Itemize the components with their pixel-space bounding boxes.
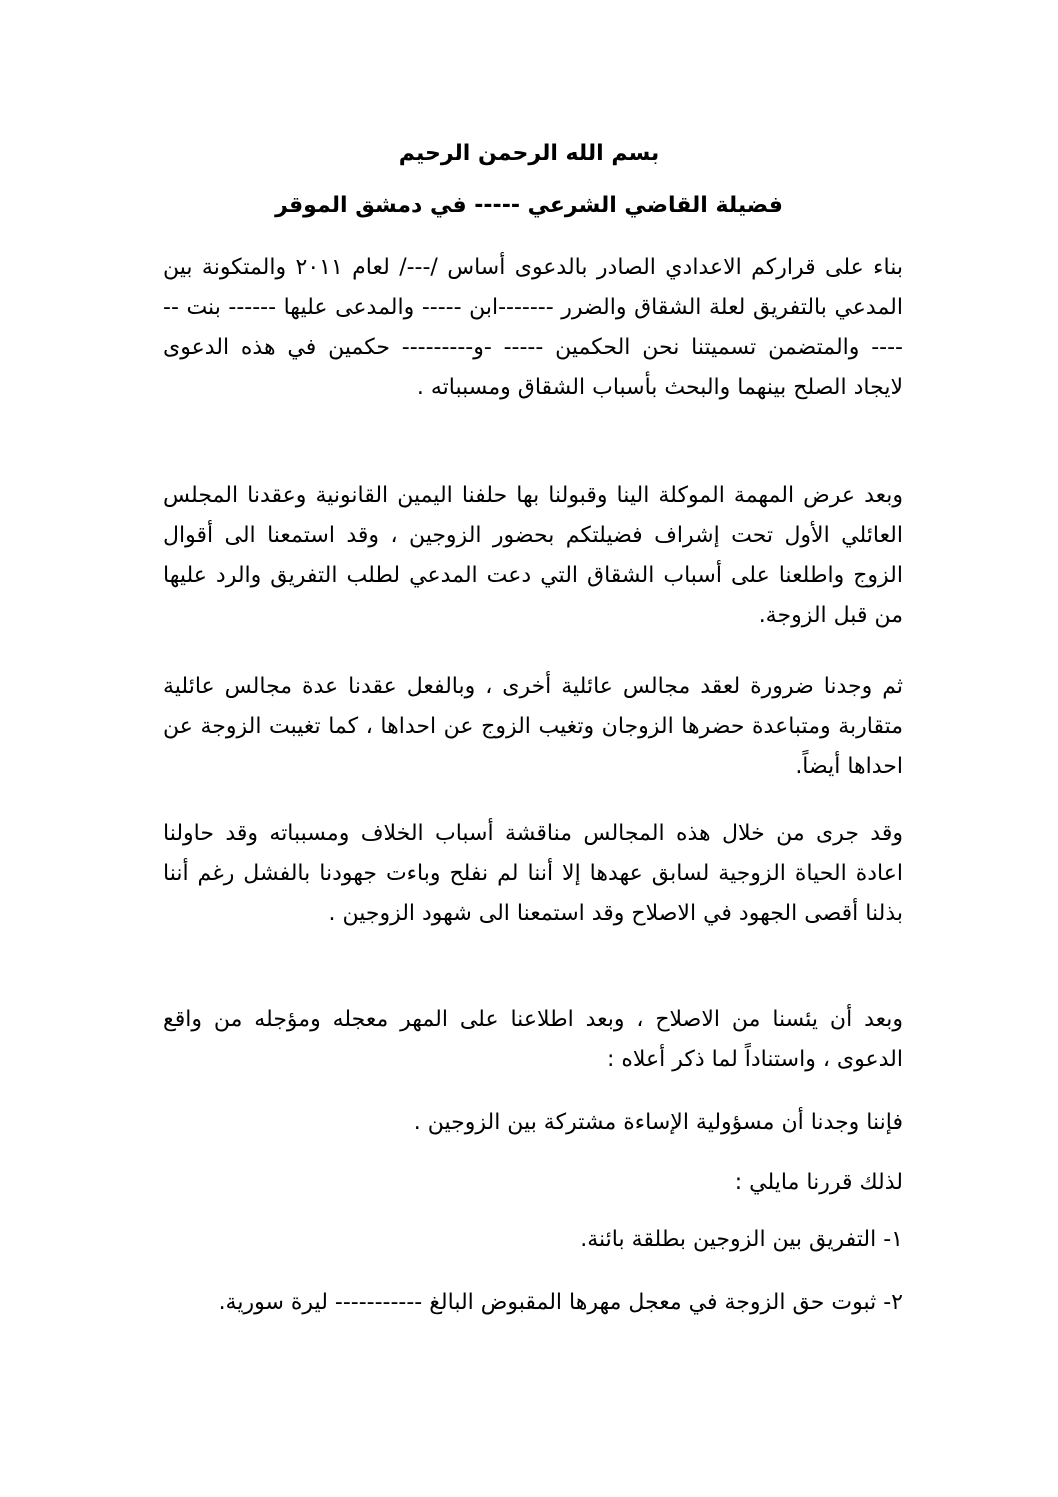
basmala-heading: بسم الله الرحمن الرحيم <box>398 141 660 166</box>
paragraph-discussion <box>163 814 903 934</box>
addressee-heading: فضيلة القاضي الشرعي ----- في دمشق الموقر <box>275 193 783 218</box>
paragraph-more-councils <box>163 667 903 787</box>
paragraph-intro <box>163 248 903 408</box>
paragraph-text: وبعد أن يئسنا من الاصلاح ، وبعد اطلاعنا على المهر معجله ومؤجله من واقع الدعوى ، واستناداً لما ذكر أعلاه : <box>163 1007 903 1072</box>
paragraph-text: فإننا وجدنا أن مسؤولية الإساءة مشتركة بين الزوجين . <box>413 1110 903 1135</box>
paragraph-text: وقد جرى من خلال هذه المجالس مناقشة أسباب الخلاف ومسبباته وقد حاولنا اعادة الحياة الزوجية لسابق عهدها إلا أننا لم نفلح وباءت جهودنا بالفشل رغم أننا بذلنا أقصى الجهود في الاصلاح وقد استمعنا الى شهود الزوجين . <box>163 821 903 926</box>
paragraph-text: ٢- ثبوت حق الزوجة في معجل مهرها المقبوض البالغ ----------- ليرة سورية. <box>218 1290 903 1315</box>
paragraph-despair <box>163 1000 903 1080</box>
paragraph-shared-fault <box>163 1103 903 1143</box>
paragraph-text: وبعد عرض المهمة الموكلة الينا وقبولنا بها حلفنا اليمين القانونية وعقدنا المجلس العائلي الأول تحت إشراف فضيلتكم بحضور الزوجين ، وقد استمعنا الى أقوال الزوج واطلعنا على أسباب الشقاق التي دعت المدعي لطلب التفريق والرد عليها من قبل الزوجة. <box>163 483 903 628</box>
decision-item-1 <box>163 1220 903 1260</box>
paragraph-decision-intro <box>163 1163 903 1203</box>
paragraph-text: بناء على قراركم الاعدادي الصادر بالدعوى أساس /---/ لعام ٢٠١١ والمتكونة بين المدعي بالتفريق لعلة الشقاق والضرر -------ابن ----- والمدعى عليها ------ بنت ------ والمتضمن تسميتنا نحن الحكمين ----- -و--------- حكمين في هذه الدعوى لايجاد الصلح بينهما والبحث بأسباب الشقاق ومسبباته . <box>163 255 903 400</box>
decision-item-2 <box>163 1283 903 1323</box>
paragraph-text: ١- التفريق بين الزوجين بطلقة بائنة. <box>580 1227 903 1252</box>
paragraph-text: لذلك قررنا مايلي : <box>734 1170 903 1195</box>
paragraph-first-council <box>163 476 903 636</box>
paragraph-text: ثم وجدنا ضرورة لعقد مجالس عائلية أخرى ، وبالفعل عقدنا عدة مجالس عائلية متقاربة ومتباعدة حضرها الزوجان وتغيب الزوج عن احداها ، كما تغيبت الزوجة عن احداها أيضاً. <box>163 674 903 779</box>
